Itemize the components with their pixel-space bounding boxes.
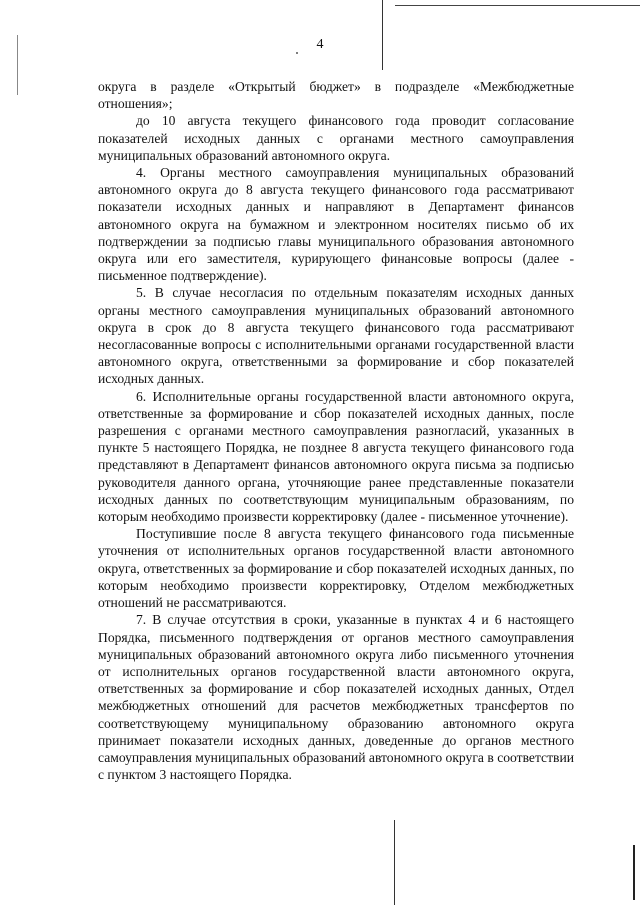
- scan-fold-line-bottom: [394, 820, 395, 905]
- scan-edge-top: [395, 5, 640, 6]
- paragraph-continuation: округа в разделе «Открытый бюджет» в подразделе «Межбюджетные отношения»;: [98, 79, 574, 112]
- paragraph-item-4: 4. Органы местного самоуправления муниципальных образований автономного округа до 8 августа текущего финансового года рассматривают показатели исходных данных и направляют в Департамент финансов автономного округа на бумажном и электронном носителях письмо об их подтверждении за подписью главы муниципального образования автономного округа или его заместителя, курирующего финансовые вопросы (далее - письменное подтверждение).: [98, 165, 574, 284]
- paragraph-item-7: 7. В случае отсутствия в сроки, указанные в пунктах 4 и 6 настоящего Порядка, письменного подтверждения от органов местного самоуправления муниципальных образований автономного округа либо письменного уточнения от исполнительных органов государственной власти автономного округа, ответственных за формирование и сбор показателей исходных данных, Отдел межбюджетных отношений для расчетов межбюджетных трансфертов по соответствующему муниципальному образованию автономного округа принимает показатели исходных данных, доведенные до органов местного самоуправления муниципальных образований автономного округа в соответствии с пунктом 3 настоящего Порядка.: [98, 612, 574, 783]
- page-number: 4: [316, 37, 324, 52]
- paragraph-item-5: 5. В случае несогласия по отдельным показателям исходных данных органы местного самоуправления муниципальных образований автономного округа в срок до 8 августа текущего финансового года рассматривают несогласованные вопросы с исполнительными органами государственной власти автономного округа, ответственными за формирование и сбор показателей исходных данных.: [98, 285, 574, 387]
- paragraph-item-6: 6. Исполнительные органы государственной власти автономного округа, ответственные за формирование и сбор показателей исходных данных, после разрешения с органами местного самоуправления разногласий, указанных в пункте 5 настоящего Порядка, не позднее 8 августа текущего финансового года представляют в Департамент финансов автономного округа письма за подписью руководителя данного органа, уточняющие ранее представленные показатели исходных данных по соответствующим муниципальным образованиям, по которым необходимо произвести корректировку (далее - письменное уточнение).: [98, 388, 574, 525]
- document-body: [98, 78, 574, 783]
- paragraph-approval-deadline: до 10 августа текущего финансового года проводит согласование показателей исходных данных с органами местного самоуправления муниципальных образований автономного округа.: [98, 113, 574, 163]
- scan-edge-right: [633, 845, 635, 900]
- scan-fold-line-top: [382, 0, 383, 70]
- paragraph-late-submissions: Поступившие после 8 августа текущего финансового года письменные уточнения от исполнительных органов государственной власти автономного округа, ответственных за формирование и сбор показателей исходных данных, по которым необходимо произвести корректировку, Отделом межбюджетных отношений не рассматриваются.: [98, 526, 574, 611]
